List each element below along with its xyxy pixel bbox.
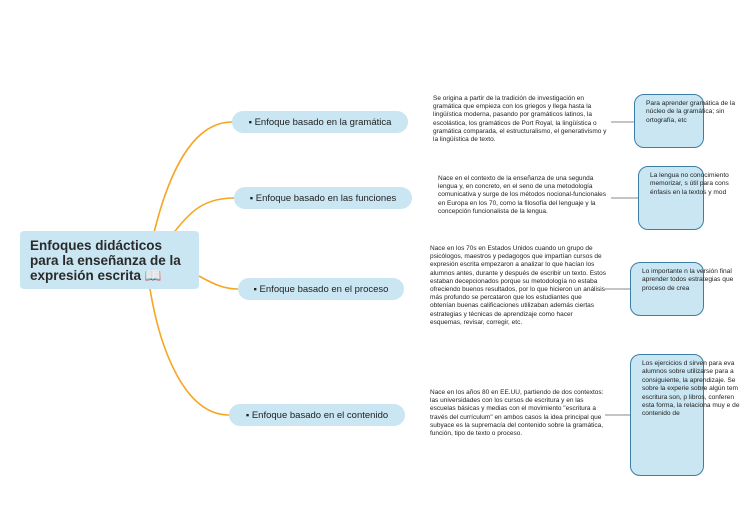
root-topic[interactable]: Enfoques didácticos para la enseñanza de la expresión escrita 📖 xyxy=(20,231,199,289)
branch-proceso[interactable]: ▪ Enfoque basado en el proceso xyxy=(238,278,404,300)
leaf-contenido[interactable] xyxy=(630,354,740,476)
branch-funciones[interactable]: ▪ Enfoque basado en las funciones xyxy=(234,187,412,209)
root-link-proceso xyxy=(199,276,238,289)
leaf-text-gramatica: Para aprender gramática de la núcleo de la gramática; sin ortografía, etc xyxy=(646,100,736,124)
description-gramatica: Se origina a partir de la tradición de investigación en gramática que empieza con los griegos y llega hasta la lingüística moderna, pasando por gramáticos latinos, la escolástica, los gramáticos de Port Royal, la lingüística o gramática comparada, el estructuralismo, el generativismo y la lingüística de texto. xyxy=(433,95,607,144)
leaf-text-contenido: Los ejercicios d sirven para eva alumnos sobre utilizarse para a consiguiente, la aprendizaje. Se sobre la experie sobre algún tem escritura son, p libros, conferen esta forma, la relaciona muy e de contenido de xyxy=(642,360,740,418)
description-funciones: Nace en el contexto de la enseñanza de una segunda lengua y, en concreto, en el seno de una metodología comunicativa y surge de los métodos nocional-funcionales en Europa en los 70, como la filosofía del lenguaje y la concepción funcionalista de la lengua. xyxy=(438,175,607,215)
description-contenido: Nace en los años 80 en EE.UU, partiendo de dos contextos: las universidades con los cursos de escritura y en las escuelas básicas y medias con el movimiento "escritura a través del currículum" en ambos casos la idea principal que subyace es la supremacía del contenido sobre la gramática, función, tipo de texto o proceso. xyxy=(430,389,604,438)
branch-contenido[interactable]: ▪ Enfoque basado en el contenido xyxy=(229,404,405,426)
leaf-text-proceso: Lo importante n la versión final aprender todos estrategias que proceso de crea xyxy=(642,268,734,292)
leaf-funciones[interactable] xyxy=(638,166,729,230)
root-link-contenido xyxy=(150,289,229,415)
leaf-proceso[interactable] xyxy=(630,262,734,316)
branch-gramatica[interactable]: ▪ Enfoque basado en la gramática xyxy=(232,111,408,133)
leaf-gramatica[interactable] xyxy=(634,94,736,148)
description-proceso: Nace en los 70s en Estados Unidos cuando un grupo de psicólogos, maestros y pedagogos que impartían cursos de expresión escrita empezaron a analizar lo que hacían los alumnos antes, durante y después de escribir un texto. Estos estaban decepcionados porque su metodología no estaba ofreciendo buenos resultados, por lo que hicieron un análisis más profundo se percataron que los estudiantes que obtenían buenas calificaciones utilizaban además ciertas estrategias y técnicas de aprendizaje como hacer esquemas, revisar, corregir, etc. xyxy=(430,245,606,326)
leaf-text-funciones: La lengua no conocimiento memorizar, s útil para cons énfasis en la textos y mod xyxy=(650,172,729,196)
